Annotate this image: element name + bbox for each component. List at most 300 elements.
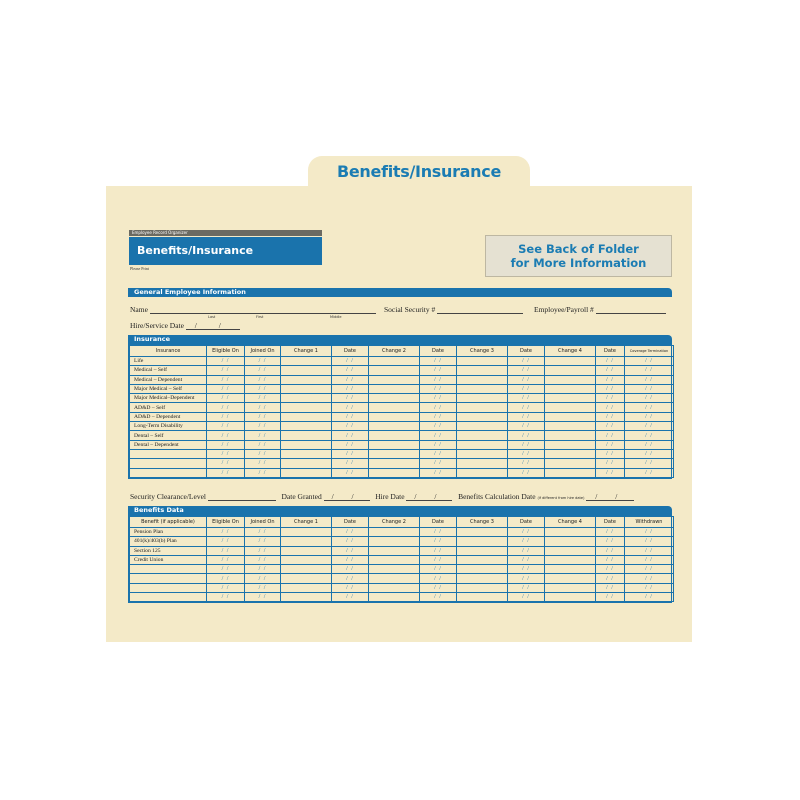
date-cell[interactable]: / / <box>596 403 625 412</box>
name-sub-first: First <box>256 315 264 319</box>
date-cell[interactable]: / / <box>596 528 625 537</box>
date-cell[interactable]: / / <box>625 593 674 602</box>
entry-cell[interactable] <box>457 537 508 546</box>
date-cell[interactable]: / / <box>332 394 369 403</box>
date-cell[interactable]: / / <box>245 375 281 384</box>
row-label <box>130 468 207 477</box>
hire-service-field[interactable]: / / <box>186 321 240 330</box>
date-cell[interactable]: / / <box>420 449 457 458</box>
date-cell[interactable]: / / <box>508 565 545 574</box>
benefits-col-header: Date <box>508 517 545 528</box>
entry-cell[interactable] <box>545 555 596 564</box>
entry-cell[interactable] <box>281 357 332 366</box>
benefits-col-header: Change 3 <box>457 517 508 528</box>
entry-cell[interactable] <box>457 583 508 592</box>
entry-cell[interactable] <box>545 528 596 537</box>
row-label <box>130 565 207 574</box>
date-cell[interactable]: / / <box>508 394 545 403</box>
row-label: Major Medical – Self <box>130 384 207 393</box>
ssn-row <box>384 305 523 314</box>
table-row <box>130 412 674 421</box>
date-cell[interactable]: / / <box>508 375 545 384</box>
row-label: Dental – Self <box>130 431 207 440</box>
date-cell[interactable]: / / <box>332 565 369 574</box>
date-cell[interactable]: / / <box>245 537 281 546</box>
date-cell[interactable]: / / <box>625 468 674 477</box>
row-label: Pension Plan <box>130 528 207 537</box>
date-cell[interactable]: / / <box>420 565 457 574</box>
date-cell[interactable]: / / <box>332 537 369 546</box>
date-cell[interactable]: / / <box>245 412 281 421</box>
entry-cell[interactable] <box>281 546 332 555</box>
entry-cell[interactable] <box>281 366 332 375</box>
benefits-col-header: Change 2 <box>369 517 420 528</box>
entry-cell[interactable] <box>545 537 596 546</box>
date-cell[interactable]: / / <box>508 384 545 393</box>
entry-cell[interactable] <box>281 583 332 592</box>
entry-cell[interactable] <box>281 565 332 574</box>
date-cell[interactable]: / / <box>508 593 545 602</box>
date-cell[interactable]: / / <box>420 537 457 546</box>
date-cell[interactable]: / / <box>332 468 369 477</box>
date-cell[interactable]: / / <box>332 574 369 583</box>
date-cell[interactable]: / / <box>508 449 545 458</box>
entry-cell[interactable] <box>369 375 420 384</box>
date-cell[interactable]: / / <box>420 357 457 366</box>
date-cell[interactable]: / / <box>245 583 281 592</box>
name-field[interactable] <box>150 305 376 314</box>
date-cell[interactable]: / / <box>245 440 281 449</box>
date-cell[interactable]: / / <box>596 546 625 555</box>
date-cell[interactable]: / / <box>207 384 245 393</box>
date-cell[interactable]: / / <box>420 431 457 440</box>
date-cell[interactable]: / / <box>596 366 625 375</box>
date-cell[interactable]: / / <box>625 431 674 440</box>
entry-cell[interactable] <box>281 555 332 564</box>
insurance-col-header: Change 2 <box>369 346 420 357</box>
date-cell[interactable]: / / <box>625 459 674 468</box>
date-cell[interactable]: / / <box>332 384 369 393</box>
date-cell[interactable]: / / <box>245 422 281 431</box>
date-cell[interactable]: / / <box>420 412 457 421</box>
date-cell[interactable]: / / <box>245 459 281 468</box>
date-cell[interactable]: / / <box>596 565 625 574</box>
date-cell[interactable]: / / <box>207 375 245 384</box>
date-cell[interactable]: / / <box>508 357 545 366</box>
date-cell[interactable]: / / <box>508 440 545 449</box>
row-label: 401(k)/403(b) Plan <box>130 537 207 546</box>
date-cell[interactable]: / / <box>332 431 369 440</box>
entry-cell[interactable] <box>545 574 596 583</box>
date-cell[interactable]: / / <box>420 555 457 564</box>
date-cell[interactable]: / / <box>420 583 457 592</box>
entry-cell[interactable] <box>281 528 332 537</box>
clearance-field[interactable] <box>208 492 276 501</box>
entry-cell[interactable] <box>457 546 508 555</box>
entry-cell[interactable] <box>457 431 508 440</box>
date-cell[interactable]: / / <box>508 574 545 583</box>
benefits-header-row <box>130 517 674 528</box>
row-label <box>130 574 207 583</box>
row-label <box>130 449 207 458</box>
date-cell[interactable]: / / <box>625 528 674 537</box>
entry-cell[interactable] <box>457 574 508 583</box>
date-cell[interactable]: / / <box>245 565 281 574</box>
entry-cell[interactable] <box>369 440 420 449</box>
insurance-col-header: Change 4 <box>545 346 596 357</box>
entry-cell[interactable] <box>369 412 420 421</box>
date-cell[interactable]: / / <box>596 537 625 546</box>
entry-cell[interactable] <box>545 431 596 440</box>
entry-cell[interactable] <box>457 555 508 564</box>
row-label: Life <box>130 357 207 366</box>
general-section-bar: General Employee Information <box>128 288 672 297</box>
date-cell[interactable]: / / <box>245 384 281 393</box>
entry-cell[interactable] <box>545 583 596 592</box>
entry-cell[interactable] <box>545 366 596 375</box>
entry-cell[interactable] <box>281 384 332 393</box>
date-cell[interactable]: / / <box>245 366 281 375</box>
entry-cell[interactable] <box>545 357 596 366</box>
entry-cell[interactable] <box>369 528 420 537</box>
date-cell[interactable]: / / <box>332 357 369 366</box>
table-row <box>130 449 674 458</box>
table-row <box>130 357 674 366</box>
entry-cell[interactable] <box>369 583 420 592</box>
date-cell[interactable]: / / <box>596 412 625 421</box>
date-cell[interactable]: / / <box>596 394 625 403</box>
security-row <box>130 492 634 501</box>
table-row <box>130 403 674 412</box>
date-cell[interactable]: / / <box>420 440 457 449</box>
payroll-field[interactable] <box>596 305 666 314</box>
entry-cell[interactable] <box>457 459 508 468</box>
date-cell[interactable]: / / <box>625 440 674 449</box>
date-cell[interactable]: / / <box>596 384 625 393</box>
entry-cell[interactable] <box>369 422 420 431</box>
date-cell[interactable]: / / <box>420 459 457 468</box>
date-cell[interactable]: / / <box>625 357 674 366</box>
entry-cell[interactable] <box>457 468 508 477</box>
date-cell[interactable]: / / <box>245 555 281 564</box>
date-cell[interactable]: / / <box>420 546 457 555</box>
insurance-col-header: Date <box>508 346 545 357</box>
entry-cell[interactable] <box>457 422 508 431</box>
date-cell[interactable]: / / <box>508 459 545 468</box>
entry-cell[interactable] <box>369 565 420 574</box>
organizer-label: Employee Record Organizer <box>129 230 322 236</box>
entry-cell[interactable] <box>457 440 508 449</box>
date-cell[interactable]: / / <box>420 528 457 537</box>
entry-cell[interactable] <box>281 375 332 384</box>
date-cell[interactable]: / / <box>625 537 674 546</box>
date-cell[interactable]: / / <box>420 403 457 412</box>
insurance-col-header: Date <box>420 346 457 357</box>
date-cell[interactable]: / / <box>207 431 245 440</box>
date-cell[interactable]: / / <box>332 583 369 592</box>
entry-cell[interactable] <box>369 366 420 375</box>
ssn-label: Social Security # <box>384 305 436 314</box>
entry-cell[interactable] <box>281 449 332 458</box>
entry-cell[interactable] <box>369 357 420 366</box>
date-cell[interactable]: / / <box>625 394 674 403</box>
date-cell[interactable]: / / <box>332 375 369 384</box>
entry-cell[interactable] <box>457 394 508 403</box>
entry-cell[interactable] <box>545 593 596 602</box>
entry-cell[interactable] <box>281 403 332 412</box>
name-sub-middle: Middle <box>330 315 342 319</box>
date-cell[interactable]: / / <box>625 449 674 458</box>
date-cell[interactable]: / / <box>207 366 245 375</box>
date-cell[interactable]: / / <box>245 431 281 440</box>
table-row <box>130 394 674 403</box>
entry-cell[interactable] <box>545 440 596 449</box>
table-row <box>130 555 674 564</box>
clearance-label: Security Clearance/Level <box>130 492 207 501</box>
date-cell[interactable]: / / <box>207 440 245 449</box>
date-cell[interactable]: / / <box>332 440 369 449</box>
entry-cell[interactable] <box>369 394 420 403</box>
date-cell[interactable]: / / <box>420 366 457 375</box>
entry-cell[interactable] <box>545 459 596 468</box>
insurance-section-bar: Insurance <box>128 335 672 344</box>
table-row <box>130 366 674 375</box>
date-cell[interactable]: / / <box>420 574 457 583</box>
ssn-field[interactable] <box>437 305 523 314</box>
entry-cell[interactable] <box>369 537 420 546</box>
date-cell[interactable]: / / <box>207 574 245 583</box>
entry-cell[interactable] <box>281 440 332 449</box>
date-cell[interactable]: / / <box>596 574 625 583</box>
date-cell[interactable]: / / <box>332 528 369 537</box>
benefits-table <box>128 515 672 603</box>
calc-date-label: Benefits Calculation Date <box>458 492 536 501</box>
entry-cell[interactable] <box>281 459 332 468</box>
date-cell[interactable]: / / <box>207 422 245 431</box>
benefits-col-header: Date <box>420 517 457 528</box>
table-row <box>130 565 674 574</box>
entry-cell[interactable] <box>369 403 420 412</box>
date-cell[interactable]: / / <box>596 555 625 564</box>
entry-cell[interactable] <box>281 593 332 602</box>
date-cell[interactable]: / / <box>508 403 545 412</box>
date-cell[interactable]: / / <box>508 546 545 555</box>
date-cell[interactable]: / / <box>596 593 625 602</box>
date-cell[interactable]: / / <box>332 449 369 458</box>
folder-tab <box>308 156 530 190</box>
entry-cell[interactable] <box>281 422 332 431</box>
entry-cell[interactable] <box>457 357 508 366</box>
entry-cell[interactable] <box>457 403 508 412</box>
benefits-col-header: Change 4 <box>545 517 596 528</box>
date-cell[interactable]: / / <box>625 375 674 384</box>
entry-cell[interactable] <box>369 468 420 477</box>
date-cell[interactable]: / / <box>508 583 545 592</box>
entry-cell[interactable] <box>369 449 420 458</box>
entry-cell[interactable] <box>545 384 596 393</box>
payroll-label: Employee/Payroll # <box>534 305 594 314</box>
date-cell[interactable]: / / <box>207 468 245 477</box>
entry-cell[interactable] <box>457 366 508 375</box>
entry-cell[interactable] <box>457 593 508 602</box>
entry-cell[interactable] <box>281 412 332 421</box>
date-cell[interactable]: / / <box>207 528 245 537</box>
date-cell[interactable]: / / <box>332 422 369 431</box>
date-cell[interactable]: / / <box>245 468 281 477</box>
entry-cell[interactable] <box>545 403 596 412</box>
date-cell[interactable]: / / <box>245 403 281 412</box>
entry-cell[interactable] <box>281 431 332 440</box>
name-row <box>130 305 376 314</box>
entry-cell[interactable] <box>545 412 596 421</box>
date-cell[interactable]: / / <box>596 449 625 458</box>
entry-cell[interactable] <box>545 422 596 431</box>
entry-cell[interactable] <box>457 449 508 458</box>
date-cell[interactable]: / / <box>245 593 281 602</box>
row-label <box>130 459 207 468</box>
date-cell[interactable]: / / <box>245 357 281 366</box>
table-row <box>130 537 674 546</box>
entry-cell[interactable] <box>545 468 596 477</box>
benefits-section-bar: Benefits Data <box>128 506 672 515</box>
date-cell[interactable]: / / <box>625 546 674 555</box>
date-cell[interactable]: / / <box>207 394 245 403</box>
hire-date-field[interactable]: / / <box>406 492 452 501</box>
date-cell[interactable]: / / <box>625 384 674 393</box>
entry-cell[interactable] <box>457 528 508 537</box>
date-granted-field[interactable]: / / <box>324 492 370 501</box>
entry-cell[interactable] <box>369 546 420 555</box>
date-cell[interactable]: / / <box>625 555 674 564</box>
date-cell[interactable]: / / <box>245 394 281 403</box>
date-cell[interactable]: / / <box>207 412 245 421</box>
entry-cell[interactable] <box>281 394 332 403</box>
tab-title: Benefits/Insurance <box>336 162 502 181</box>
date-cell[interactable]: / / <box>596 375 625 384</box>
date-cell[interactable]: / / <box>508 431 545 440</box>
table-row <box>130 528 674 537</box>
date-cell[interactable]: / / <box>207 555 245 564</box>
table-row <box>130 431 674 440</box>
insurance-col-header: Change 3 <box>457 346 508 357</box>
entry-cell[interactable] <box>545 565 596 574</box>
date-cell[interactable]: / / <box>596 583 625 592</box>
date-cell[interactable]: / / <box>625 412 674 421</box>
date-cell[interactable]: / / <box>420 375 457 384</box>
date-cell[interactable]: / / <box>625 366 674 375</box>
date-cell[interactable]: / / <box>420 422 457 431</box>
date-cell[interactable]: / / <box>625 403 674 412</box>
date-cell[interactable]: / / <box>332 593 369 602</box>
entry-cell[interactable] <box>369 431 420 440</box>
date-cell[interactable]: / / <box>207 583 245 592</box>
row-label: Section 125 <box>130 546 207 555</box>
date-cell[interactable]: / / <box>332 403 369 412</box>
date-cell[interactable]: / / <box>508 468 545 477</box>
entry-cell[interactable] <box>457 412 508 421</box>
date-cell[interactable]: / / <box>207 546 245 555</box>
date-cell[interactable]: / / <box>245 574 281 583</box>
date-cell[interactable]: / / <box>508 528 545 537</box>
date-cell[interactable]: / / <box>207 449 245 458</box>
date-cell[interactable]: / / <box>625 574 674 583</box>
date-cell[interactable]: / / <box>420 468 457 477</box>
date-cell[interactable]: / / <box>508 555 545 564</box>
entry-cell[interactable] <box>457 375 508 384</box>
date-cell[interactable]: / / <box>596 459 625 468</box>
table-row <box>130 459 674 468</box>
date-cell[interactable]: / / <box>420 394 457 403</box>
entry-cell[interactable] <box>281 574 332 583</box>
name-label: Name <box>130 305 148 314</box>
row-label: Major Medical–Dependent <box>130 394 207 403</box>
entry-cell[interactable] <box>369 593 420 602</box>
entry-cell[interactable] <box>369 459 420 468</box>
entry-cell[interactable] <box>457 565 508 574</box>
date-cell[interactable]: / / <box>207 537 245 546</box>
date-cell[interactable]: / / <box>625 583 674 592</box>
date-cell[interactable]: / / <box>207 357 245 366</box>
date-cell[interactable]: / / <box>596 440 625 449</box>
date-cell[interactable]: / / <box>332 555 369 564</box>
date-cell[interactable]: / / <box>508 422 545 431</box>
entry-cell[interactable] <box>281 468 332 477</box>
date-cell[interactable]: / / <box>207 403 245 412</box>
date-cell[interactable]: / / <box>596 357 625 366</box>
entry-cell[interactable] <box>369 555 420 564</box>
date-cell[interactable]: / / <box>508 366 545 375</box>
row-label: Medical – Self <box>130 366 207 375</box>
table-row <box>130 574 674 583</box>
date-cell[interactable]: / / <box>245 528 281 537</box>
date-cell[interactable]: / / <box>508 537 545 546</box>
insurance-col-header: Coverage Termination <box>625 346 674 357</box>
table-row <box>130 422 674 431</box>
entry-cell[interactable] <box>545 449 596 458</box>
date-cell[interactable]: / / <box>332 546 369 555</box>
entry-cell[interactable] <box>369 384 420 393</box>
date-cell[interactable]: / / <box>420 384 457 393</box>
date-cell[interactable]: / / <box>332 366 369 375</box>
benefits-col-header: Benefit (if applicable) <box>130 517 207 528</box>
date-cell[interactable]: / / <box>207 459 245 468</box>
entry-cell[interactable] <box>545 394 596 403</box>
entry-cell[interactable] <box>369 574 420 583</box>
benefits-col-header: Withdrawn <box>625 517 674 528</box>
calc-date-field[interactable]: / / <box>586 492 634 501</box>
date-cell[interactable]: / / <box>332 459 369 468</box>
see-back-box <box>485 235 672 277</box>
date-cell[interactable]: / / <box>625 422 674 431</box>
date-cell[interactable]: / / <box>420 593 457 602</box>
date-cell[interactable]: / / <box>508 412 545 421</box>
entry-cell[interactable] <box>545 375 596 384</box>
date-cell[interactable]: / / <box>596 422 625 431</box>
date-cell[interactable]: / / <box>207 593 245 602</box>
date-cell[interactable]: / / <box>596 431 625 440</box>
date-cell[interactable]: / / <box>245 546 281 555</box>
date-cell[interactable]: / / <box>625 565 674 574</box>
entry-cell[interactable] <box>457 384 508 393</box>
entry-cell[interactable] <box>281 537 332 546</box>
date-cell[interactable]: / / <box>245 449 281 458</box>
entry-cell[interactable] <box>545 546 596 555</box>
date-cell[interactable]: / / <box>332 412 369 421</box>
date-cell[interactable]: / / <box>596 468 625 477</box>
row-label: Dental – Dependent <box>130 440 207 449</box>
hire-service-label: Hire/Service Date <box>130 321 184 330</box>
date-cell[interactable]: / / <box>207 565 245 574</box>
